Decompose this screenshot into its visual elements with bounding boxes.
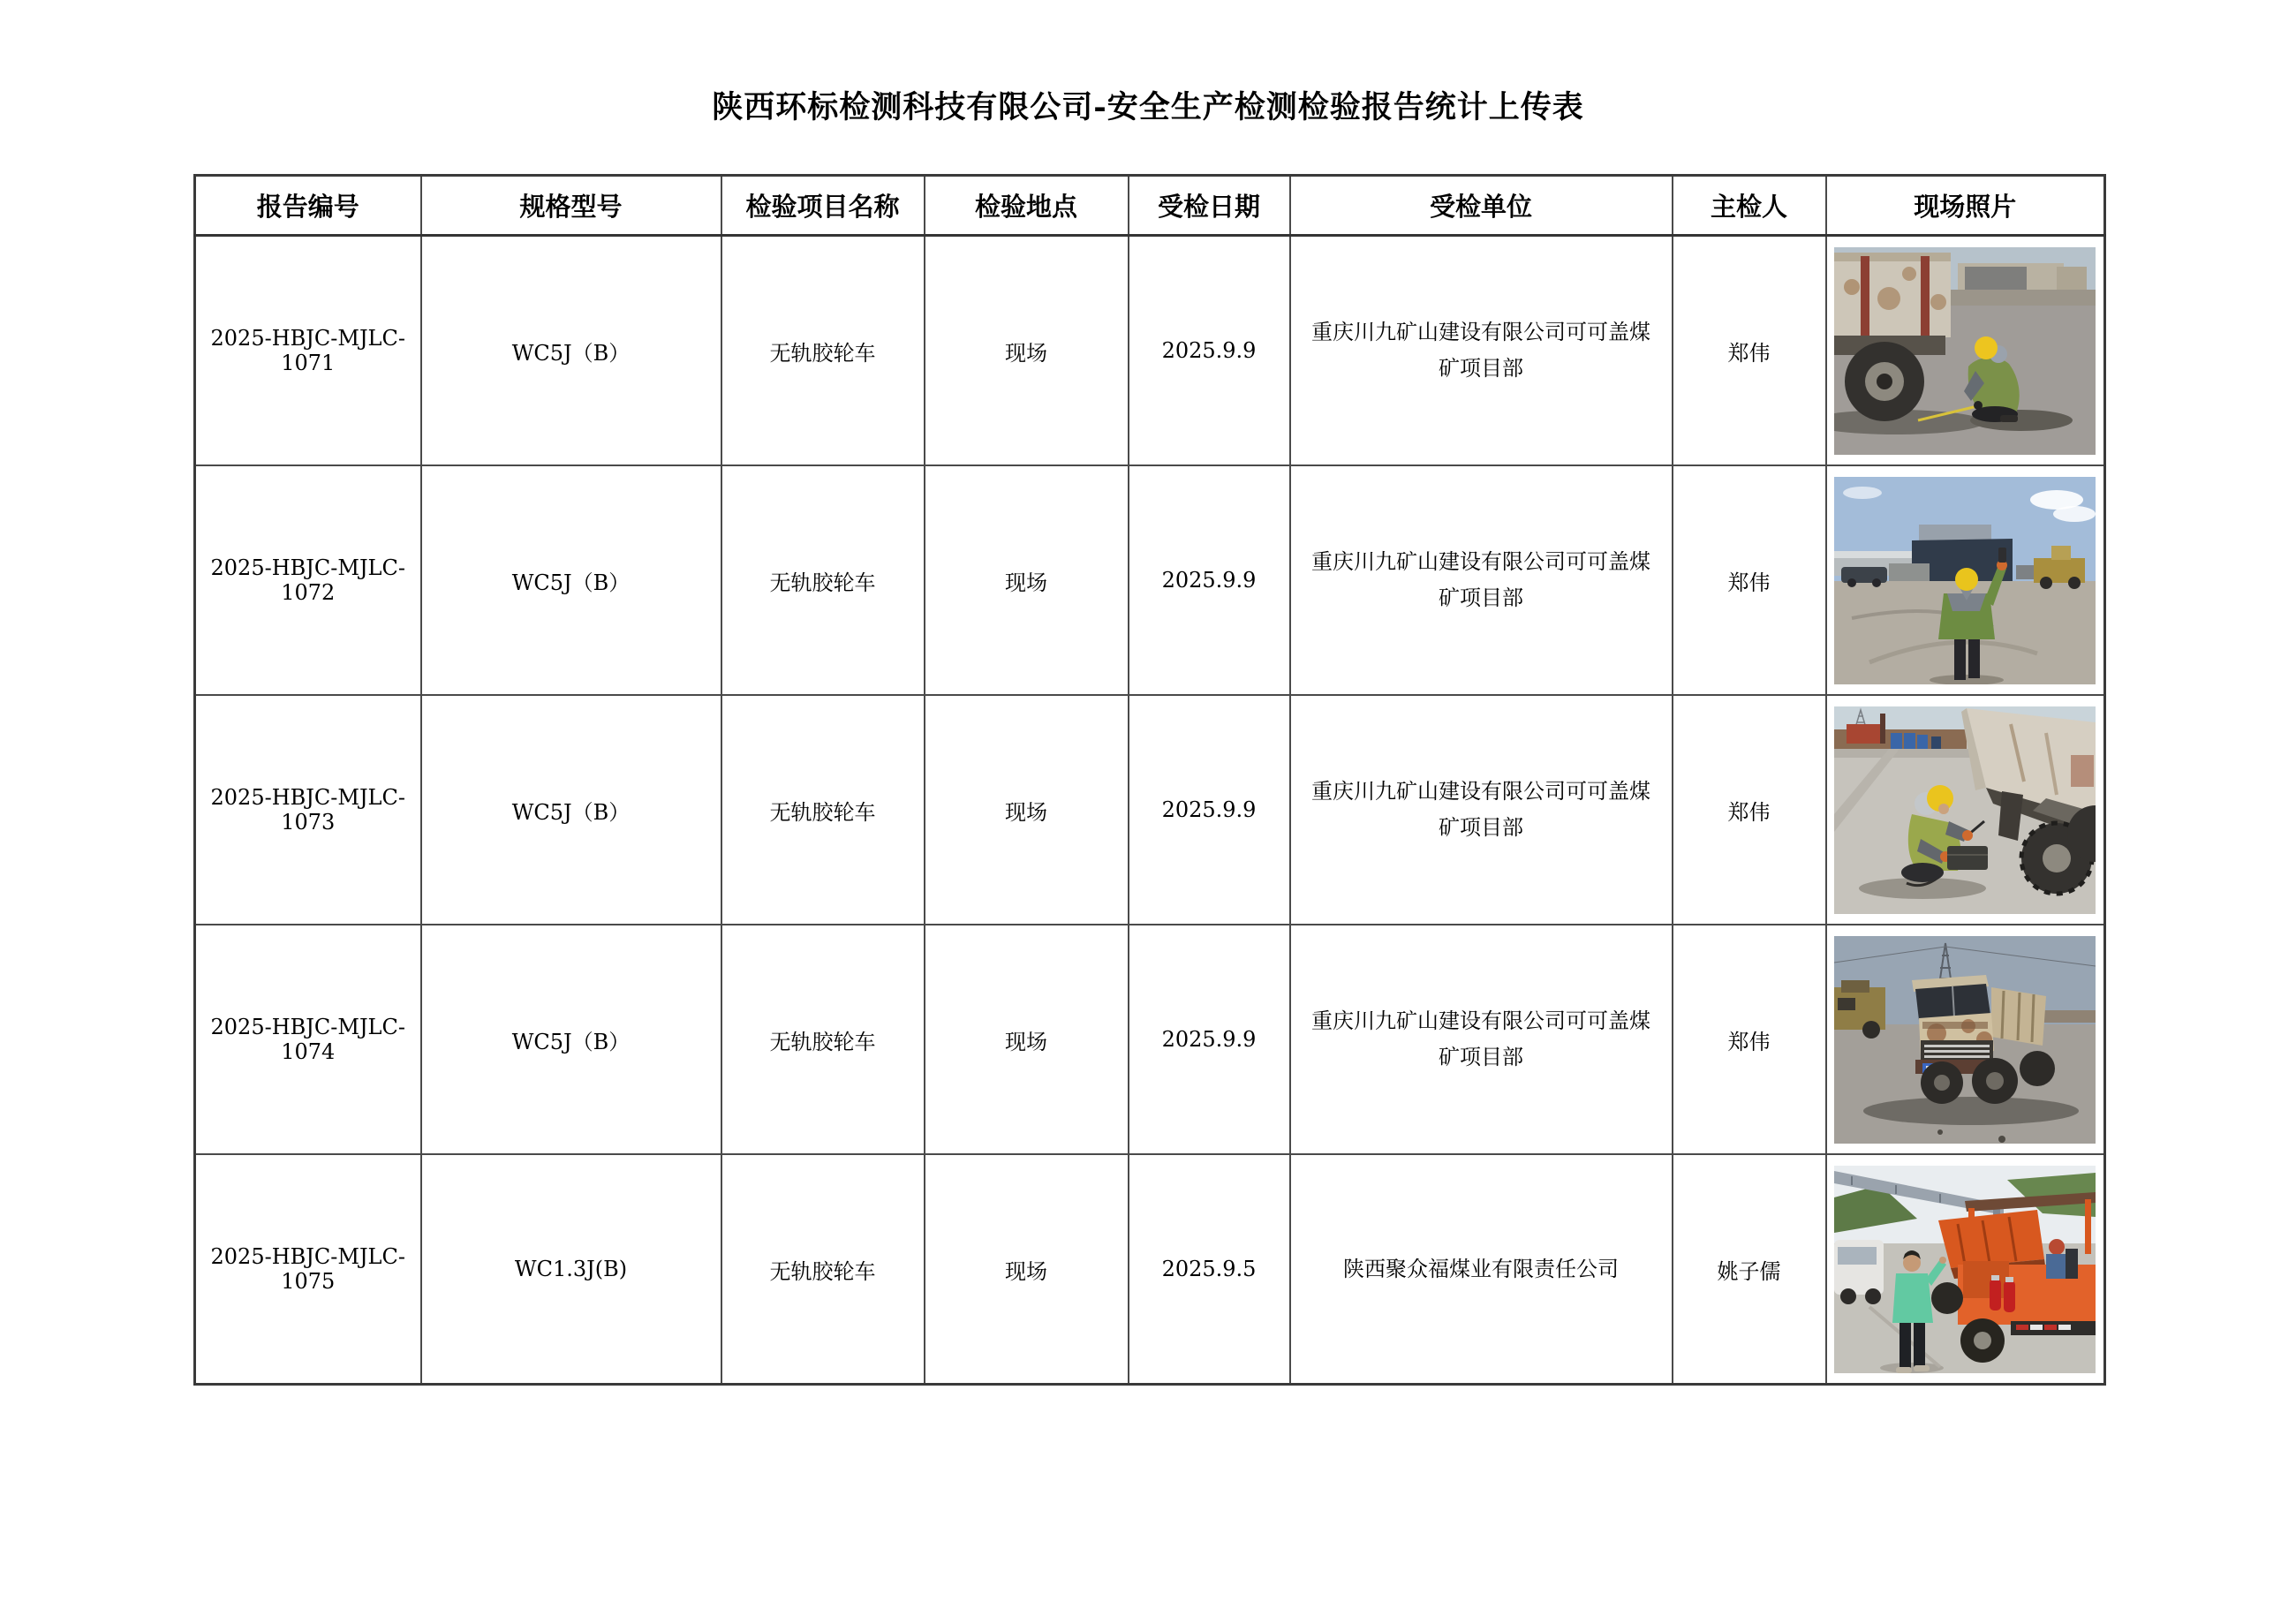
cell-model: WC1.3J(B) [421,1154,721,1385]
cell-inspector: 郑伟 [1673,695,1826,925]
cell-inspector: 郑伟 [1673,236,1826,466]
table-row [195,465,2105,695]
cell-date: 2025.9.5 [1129,1154,1290,1385]
cell-inspector: 姚子儒 [1673,1154,1826,1385]
site-photo [1834,936,2096,1144]
table-row [195,236,2105,466]
col-header-item: 检验项目名称 [721,176,925,236]
cell-item: 无轨胶轮车 [721,236,925,466]
cell-date: 2025.9.9 [1129,925,1290,1154]
col-header-location: 检验地点 [925,176,1129,236]
cell-unit: 陕西聚众福煤业有限责任公司 [1290,1154,1673,1385]
cell-location: 现场 [925,695,1129,925]
cell-report-no: 2025-HBJC-MJLC-1071 [195,236,421,466]
site-photo [1834,1166,2096,1373]
cell-report-no: 2025-HBJC-MJLC-1074 [195,925,421,1154]
cell-model: WC5J（B） [421,465,721,695]
cell-model: WC5J（B） [421,236,721,466]
site-photo [1834,706,2096,914]
cell-date: 2025.9.9 [1129,465,1290,695]
cell-location: 现场 [925,1154,1129,1385]
cell-location: 现场 [925,465,1129,695]
table-row [195,1154,2105,1385]
cell-location: 现场 [925,925,1129,1154]
header-row [195,176,2105,236]
col-header-date: 受检日期 [1129,176,1290,236]
cell-inspector: 郑伟 [1673,925,1826,1154]
cell-photo [1826,1154,2105,1385]
cell-photo [1826,465,2105,695]
cell-unit: 重庆川九矿山建设有限公司可可盖煤矿项目部 [1290,236,1673,466]
report-table [193,174,2106,1386]
cell-photo [1826,925,2105,1154]
cell-item: 无轨胶轮车 [721,695,925,925]
cell-unit: 重庆川九矿山建设有限公司可可盖煤矿项目部 [1290,465,1673,695]
cell-date: 2025.9.9 [1129,236,1290,466]
cell-model: WC5J（B） [421,695,721,925]
page-title: 陕西环标检测科技有限公司-安全生产检测检验报告统计上传表 [712,89,1584,125]
cell-photo [1826,236,2105,466]
site-photo [1834,477,2096,684]
cell-item: 无轨胶轮车 [721,1154,925,1385]
col-header-model: 规格型号 [421,176,721,236]
cell-model: WC5J（B） [421,925,721,1154]
table-row [195,925,2105,1154]
col-header-report-no: 报告编号 [195,176,421,236]
cell-photo [1826,695,2105,925]
cell-item: 无轨胶轮车 [721,925,925,1154]
cell-unit: 重庆川九矿山建设有限公司可可盖煤矿项目部 [1290,695,1673,925]
site-photo [1834,247,2096,455]
cell-report-no: 2025-HBJC-MJLC-1072 [195,465,421,695]
cell-unit: 重庆川九矿山建设有限公司可可盖煤矿项目部 [1290,925,1673,1154]
cell-item: 无轨胶轮车 [721,465,925,695]
cell-location: 现场 [925,236,1129,466]
cell-report-no: 2025-HBJC-MJLC-1075 [195,1154,421,1385]
cell-date: 2025.9.9 [1129,695,1290,925]
col-header-photo: 现场照片 [1826,176,2105,236]
cell-report-no: 2025-HBJC-MJLC-1073 [195,695,421,925]
col-header-inspector: 主检人 [1673,176,1826,236]
table-row [195,695,2105,925]
cell-inspector: 郑伟 [1673,465,1826,695]
col-header-unit: 受检单位 [1290,176,1673,236]
